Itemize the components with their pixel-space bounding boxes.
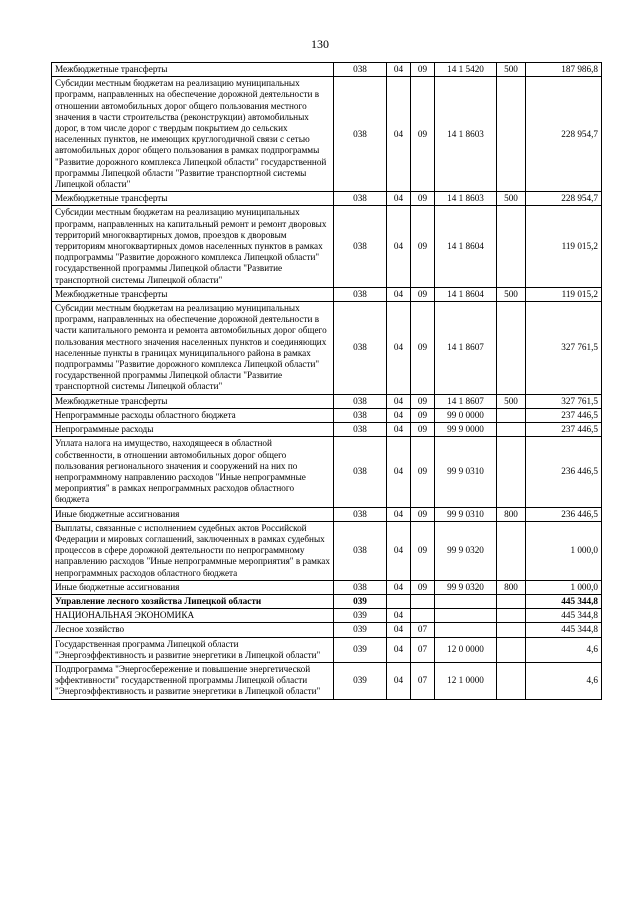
- expense-name-cell: Субсидии местным бюджетам на реализацию муниципальных программ, направленных на капитальный ремонт и ремонт дворовых территорий многоквартирных домов, проездов к дворовым территориям многоквартирных домов населенных пунктов в рамках подпрограммы "Развитие дорожного комплекса Липецкой области" государственной программы Липецкой области "Развитие транспортной системы Липецкой области": [52, 206, 334, 287]
- subsection-code-cell: [411, 594, 435, 608]
- department-code-cell: 038: [334, 302, 387, 395]
- table-row: [52, 637, 602, 662]
- table-row: [52, 192, 602, 206]
- subsection-code-cell: [411, 609, 435, 623]
- expense-name-cell: Межбюджетные трансферты: [52, 63, 334, 77]
- target-article-code-cell: 14 1 8607: [435, 302, 497, 395]
- expense-name-cell: Подпрограмма "Энергосбережение и повышение энергетической эффективности" государственной программы Липецкой области "Энергоэффективность и развитие энергетики в Липецкой области": [52, 662, 334, 699]
- department-code-cell: 039: [334, 623, 387, 637]
- expense-type-code-cell: [497, 609, 526, 623]
- expense-type-code-cell: [497, 206, 526, 287]
- target-article-code-cell: 99 0 0000: [435, 408, 497, 422]
- table-row: [52, 302, 602, 395]
- subsection-code-cell: 07: [411, 662, 435, 699]
- section-code-cell: 04: [387, 507, 411, 521]
- amount-cell: 237 446,5: [526, 423, 602, 437]
- table-row: [52, 580, 602, 594]
- target-article-code-cell: 14 1 8603: [435, 77, 497, 192]
- section-code-cell: 04: [387, 637, 411, 662]
- expense-type-code-cell: 800: [497, 580, 526, 594]
- table-row: [52, 206, 602, 287]
- department-code-cell: 039: [334, 662, 387, 699]
- department-code-cell: 038: [334, 423, 387, 437]
- department-code-cell: 038: [334, 206, 387, 287]
- section-code-cell: 04: [387, 437, 411, 507]
- target-article-code-cell: 14 1 5420: [435, 63, 497, 77]
- expense-type-code-cell: [497, 408, 526, 422]
- department-code-cell: 038: [334, 580, 387, 594]
- expense-type-code-cell: 500: [497, 63, 526, 77]
- target-article-code-cell: 99 9 0310: [435, 507, 497, 521]
- department-code-cell: 038: [334, 507, 387, 521]
- section-code-cell: 04: [387, 623, 411, 637]
- amount-cell: 327 761,5: [526, 394, 602, 408]
- section-code-cell: 04: [387, 423, 411, 437]
- expense-name-cell: Иные бюджетные ассигнования: [52, 580, 334, 594]
- department-code-cell: 038: [334, 521, 387, 580]
- section-code-cell: 04: [387, 408, 411, 422]
- amount-cell: 1 000,0: [526, 521, 602, 580]
- amount-cell: 236 446,5: [526, 507, 602, 521]
- department-code-cell: 038: [334, 77, 387, 192]
- target-article-code-cell: 14 1 8603: [435, 192, 497, 206]
- table-row: [52, 287, 602, 301]
- budget-table: [51, 62, 602, 700]
- target-article-code-cell: [435, 609, 497, 623]
- amount-cell: 119 015,2: [526, 287, 602, 301]
- expense-name-cell: Непрограммные расходы областного бюджета: [52, 408, 334, 422]
- amount-cell: 119 015,2: [526, 206, 602, 287]
- expense-type-code-cell: [497, 637, 526, 662]
- expense-name-cell: Межбюджетные трансферты: [52, 394, 334, 408]
- section-code-cell: 04: [387, 662, 411, 699]
- expense-name-cell: Межбюджетные трансферты: [52, 287, 334, 301]
- target-article-code-cell: 99 9 0310: [435, 437, 497, 507]
- expense-name-cell: Государственная программа Липецкой области "Энергоэффективность и развитие энергетики в Липецкой области": [52, 637, 334, 662]
- expense-name-cell: Иные бюджетные ассигнования: [52, 507, 334, 521]
- target-article-code-cell: 14 1 8604: [435, 287, 497, 301]
- expense-type-code-cell: [497, 302, 526, 395]
- amount-cell: 445 344,8: [526, 594, 602, 608]
- amount-cell: 1 000,0: [526, 580, 602, 594]
- subsection-code-cell: 09: [411, 192, 435, 206]
- department-code-cell: 038: [334, 408, 387, 422]
- expense-name-cell: НАЦИОНАЛЬНАЯ ЭКОНОМИКА: [52, 609, 334, 623]
- expense-type-code-cell: [497, 521, 526, 580]
- section-code-cell: 04: [387, 394, 411, 408]
- subsection-code-cell: 09: [411, 63, 435, 77]
- amount-cell: 327 761,5: [526, 302, 602, 395]
- amount-cell: 228 954,7: [526, 192, 602, 206]
- subsection-code-cell: 07: [411, 637, 435, 662]
- section-code-cell: 04: [387, 206, 411, 287]
- table-row: [52, 662, 602, 699]
- section-code-cell: 04: [387, 521, 411, 580]
- expense-type-code-cell: [497, 77, 526, 192]
- table-row: [52, 408, 602, 422]
- expense-type-code-cell: 500: [497, 287, 526, 301]
- table-row: [52, 77, 602, 192]
- subsection-code-cell: 09: [411, 521, 435, 580]
- amount-cell: 236 446,5: [526, 437, 602, 507]
- amount-cell: 445 344,8: [526, 609, 602, 623]
- subsection-code-cell: 09: [411, 408, 435, 422]
- department-code-cell: 039: [334, 609, 387, 623]
- target-article-code-cell: 12 0 0000: [435, 637, 497, 662]
- department-code-cell: 038: [334, 192, 387, 206]
- department-code-cell: 039: [334, 594, 387, 608]
- table-row: [52, 609, 602, 623]
- expense-type-code-cell: [497, 594, 526, 608]
- amount-cell: 228 954,7: [526, 77, 602, 192]
- subsection-code-cell: 09: [411, 287, 435, 301]
- amount-cell: 445 344,8: [526, 623, 602, 637]
- section-code-cell: 04: [387, 609, 411, 623]
- department-code-cell: 038: [334, 287, 387, 301]
- expense-type-code-cell: 500: [497, 394, 526, 408]
- subsection-code-cell: 09: [411, 394, 435, 408]
- table-row: [52, 507, 602, 521]
- amount-cell: 4,6: [526, 637, 602, 662]
- expense-name-cell: Субсидии местным бюджетам на реализацию муниципальных программ, направленных на обеспечение дорожной деятельности в отношении автомобильных дорог общего пользования местного значения в части строительства (реконструкции) автомобильных дорог, в том числе дорог с твердым покрытием до сельских населенных пунктов, не имеющих круглогодичной связи с сетью автомобильных дорог общего пользования в рамках подпрограммы "Развитие дорожного комплекса Липецкой области" государственной программы Липецкой области "Развитие транспортной системы Липецкой области": [52, 77, 334, 192]
- expense-type-code-cell: 800: [497, 507, 526, 521]
- expense-type-code-cell: 500: [497, 192, 526, 206]
- subsection-code-cell: 09: [411, 580, 435, 594]
- section-code-cell: 04: [387, 77, 411, 192]
- subsection-code-cell: 07: [411, 623, 435, 637]
- department-code-cell: 039: [334, 637, 387, 662]
- expense-type-code-cell: [497, 437, 526, 507]
- section-code-cell: 04: [387, 63, 411, 77]
- section-code-cell: 04: [387, 302, 411, 395]
- expense-name-cell: Уплата налога на имущество, находящееся в областной собственности, в отношении автомобильных дорог общего пользования регионального значения и сооружений на них по непрограммному направлению расходов "Иные непрограммные мероприятия" в рамках непрограммных расходов областного бюджета: [52, 437, 334, 507]
- subsection-code-cell: 09: [411, 77, 435, 192]
- department-code-cell: 038: [334, 437, 387, 507]
- table-row: [52, 521, 602, 580]
- expense-type-code-cell: [497, 662, 526, 699]
- page-number: 130: [311, 37, 329, 51]
- department-code-cell: 038: [334, 63, 387, 77]
- amount-cell: 187 986,8: [526, 63, 602, 77]
- subsection-code-cell: 09: [411, 302, 435, 395]
- expense-name-cell: Выплаты, связанные с исполнением судебных актов Российской Федерации и мировых соглашений, заключенных в рамках судебных процессов в сфере дорожной деятельности по непрограммному направлению расходов "Иные непрограммные мероприятия" в рамках непрограммных расходов областного бюджета: [52, 521, 334, 580]
- table-row: [52, 437, 602, 507]
- target-article-code-cell: [435, 623, 497, 637]
- subsection-code-cell: 09: [411, 507, 435, 521]
- target-article-code-cell: 99 9 0320: [435, 521, 497, 580]
- expense-type-code-cell: [497, 623, 526, 637]
- table-row: [52, 623, 602, 637]
- table-row: [52, 423, 602, 437]
- amount-cell: 237 446,5: [526, 408, 602, 422]
- table-row: [52, 594, 602, 608]
- section-code-cell: 04: [387, 287, 411, 301]
- expense-name-cell: Межбюджетные трансферты: [52, 192, 334, 206]
- subsection-code-cell: 09: [411, 437, 435, 507]
- target-article-code-cell: 14 1 8604: [435, 206, 497, 287]
- expense-name-cell: Непрограммные расходы: [52, 423, 334, 437]
- section-code-cell: 04: [387, 192, 411, 206]
- target-article-code-cell: 99 9 0320: [435, 580, 497, 594]
- expense-name-cell: Управление лесного хозяйства Липецкой области: [52, 594, 334, 608]
- subsection-code-cell: 09: [411, 206, 435, 287]
- expense-name-cell: Субсидии местным бюджетам на реализацию муниципальных программ, направленных на обеспечение дорожной деятельности в части капитального ремонта и ремонта автомобильных дорог общего пользования местного значения населенных пунктов и соединяющих населенные пункты в границах муниципального района в рамках подпрограммы "Развитие дорожного комплекса Липецкой области" государственной программы Липецкой области "Развитие транспортной системы Липецкой области": [52, 302, 334, 395]
- target-article-code-cell: 99 9 0000: [435, 423, 497, 437]
- amount-cell: 4,6: [526, 662, 602, 699]
- expense-type-code-cell: [497, 423, 526, 437]
- target-article-code-cell: 14 1 8607: [435, 394, 497, 408]
- target-article-code-cell: 12 1 0000: [435, 662, 497, 699]
- subsection-code-cell: 09: [411, 423, 435, 437]
- section-code-cell: 04: [387, 580, 411, 594]
- table-row: [52, 63, 602, 77]
- target-article-code-cell: [435, 594, 497, 608]
- section-code-cell: [387, 594, 411, 608]
- department-code-cell: 038: [334, 394, 387, 408]
- expense-name-cell: Лесное хозяйство: [52, 623, 334, 637]
- table-row: [52, 394, 602, 408]
